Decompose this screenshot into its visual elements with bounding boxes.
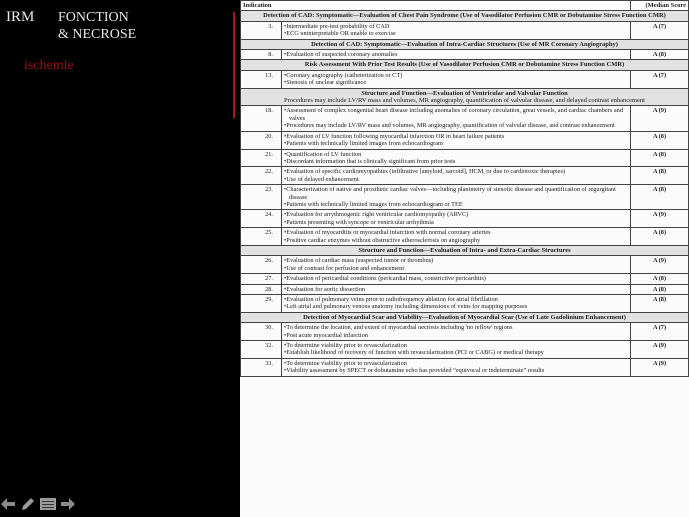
row-indication	[282, 131, 631, 149]
row-score: A (9)	[631, 256, 689, 274]
arrow-left-icon[interactable]	[0, 496, 16, 512]
table-row	[241, 323, 689, 341]
table-row	[241, 167, 689, 185]
table-row	[241, 284, 689, 294]
section-header-row	[241, 312, 689, 322]
indication-item: • To determine viability prior to revascularization	[284, 360, 628, 367]
row-score: A (8)	[631, 149, 689, 167]
header-indication: Indication	[241, 1, 631, 11]
table-row	[241, 274, 689, 284]
section-title: Detection of Myocardial Scar and Viability—Evaluation of Myocardial Scar (Use of Late Gadolinium Enhancement)	[303, 313, 626, 321]
section-title-cell	[241, 39, 689, 49]
table-row	[241, 295, 689, 313]
section-header-row	[241, 39, 689, 49]
slide-panel	[0, 0, 240, 517]
indication-item: • To determine the location, and extent of myocardial necrosis including 'no reflow' regions	[284, 324, 628, 331]
indication-item: • Intermediate pre-test probability of CAD	[284, 23, 628, 30]
row-indication	[282, 210, 631, 228]
slide-subtitle: ischemie	[24, 58, 74, 73]
section-header-row	[241, 88, 689, 106]
indication-item: • Evaluation of pulmonary veins prior to radiofrequency ablation for atrial fibrillation	[284, 296, 628, 303]
row-number: 24.	[241, 210, 282, 228]
appropriateness-table	[240, 0, 689, 377]
row-score: A (8)	[631, 228, 689, 246]
row-indication	[282, 106, 631, 131]
indication-item: • Evaluation of pericardial conditions (pericardial mass, constrictive pericarditis)	[284, 275, 628, 282]
red-divider-line	[233, 12, 235, 118]
slide-title-fonction	[58, 9, 136, 43]
table-row	[241, 50, 689, 60]
row-score: A (8)	[631, 295, 689, 313]
indication-item: • Quantification of LV function	[284, 151, 628, 158]
indication-item: • Procedures may include LV/RV mass and volumes, MR angiography, quantification of valvular disease, and contrast enhancement	[284, 122, 628, 129]
indication-item: • Evaluation of myocarditis or myocardial infarction with normal coronary arteries	[284, 229, 628, 236]
table-row	[241, 185, 689, 210]
section-title: Structure and Function—Evaluation of Ventricular and Valvular Function	[361, 89, 568, 97]
row-indication	[282, 274, 631, 284]
indication-item: • To determine viability prior to revascularization	[284, 342, 628, 349]
row-number: 23.	[241, 185, 282, 210]
row-number: 21.	[241, 149, 282, 167]
indication-item: • Evaluation of specific cardiomyopathies (infiltrative [amyloid, sarcoid], HCM, or due to cardiotoxic therapies)	[284, 168, 628, 175]
row-number: 25.	[241, 228, 282, 246]
row-score: A (9)	[631, 106, 689, 131]
row-number: 30.	[241, 323, 282, 341]
row-score: A (7)	[631, 323, 689, 341]
indication-item: • Characterization of native and prosthetic cardiac valves—including planimetry of stenotic disease and quantification of regurgitant disease	[284, 186, 628, 201]
indication-item: • Establish likelihood of recovery of function with revascularization (PCI or CABG) or medical therapy	[284, 349, 628, 356]
section-title: Detection of CAD: Symptomatic—Evaluation of Intra-Cardiac Structures (Use of MR Coronary Angiography)	[311, 40, 618, 48]
section-note: Procedures may include LV/RV mass and volumes, MR angiography, quantification of valvular disease, and delayed contrast enhancement	[284, 97, 645, 105]
row-score: A (8)	[631, 274, 689, 284]
row-number: 18.	[241, 106, 282, 131]
indication-item: • ECG uninterpretable OR unable to exercise	[284, 30, 628, 37]
indication-item: • Viability assessment by SPECT or dobutamine echo has provided “equivocal or indeterminate” results	[284, 367, 628, 374]
indication-item: • Use of contrast for perfusion and enhancement	[284, 265, 628, 272]
section-title: Detection of CAD: Symptomatic—Evaluation of Chest Pain Syndrome (Use of Vasodilator Perfusion CMR or Dobutamine Stress Function CMR)	[263, 12, 666, 20]
table-header-row	[241, 1, 689, 11]
pen-icon[interactable]	[20, 496, 36, 512]
row-score: A (7)	[631, 70, 689, 88]
indication-item: • Evaluation for aortic dissection	[284, 286, 628, 293]
row-score: A (8)	[631, 167, 689, 185]
arrow-right-icon[interactable]	[60, 496, 76, 512]
table-row	[241, 149, 689, 167]
row-score: A (9)	[631, 210, 689, 228]
row-number: 3.	[241, 21, 282, 39]
row-number: 33.	[241, 358, 282, 376]
row-number: 29.	[241, 295, 282, 313]
indication-item: • Patients with technically limited images from echocardiogram or TEE	[284, 201, 628, 208]
section-header-row	[241, 245, 689, 255]
indication-item: • Coronary angiography (catheterization or CT)	[284, 72, 628, 79]
row-number: 20.	[241, 131, 282, 149]
row-indication	[282, 167, 631, 185]
row-score: A (8)	[631, 284, 689, 294]
row-number: 28.	[241, 284, 282, 294]
row-indication	[282, 149, 631, 167]
indication-item: • Left atrial and pulmonary venous anatomy including dimensions of veins for mapping purposes	[284, 303, 628, 310]
indication-item: • Patients with technically limited images from echocardiogram	[284, 140, 628, 147]
row-indication	[282, 295, 631, 313]
row-number: 13.	[241, 70, 282, 88]
row-indication	[282, 228, 631, 246]
indication-item: • Post acute myocardial infarction	[284, 332, 628, 339]
section-title-cell	[241, 60, 689, 70]
slide-title-line2: & NECROSE	[58, 27, 137, 42]
table-body	[241, 11, 689, 376]
row-score: A (9)	[631, 341, 689, 359]
table-row	[241, 131, 689, 149]
section-title-cell	[241, 312, 689, 322]
row-indication	[282, 284, 631, 294]
row-indication	[282, 70, 631, 88]
indication-item: • Evaluation for arrythmogenic right ventricular cardiomyopathy (ARVC)	[284, 211, 628, 218]
row-number: 27.	[241, 274, 282, 284]
row-indication	[282, 50, 631, 60]
row-indication	[282, 21, 631, 39]
row-score: A (8)	[631, 131, 689, 149]
row-indication	[282, 341, 631, 359]
section-title-cell	[241, 88, 689, 106]
header-median-score: (Median Score	[631, 1, 689, 11]
table-row	[241, 256, 689, 274]
slide-title-line1: FONCTION	[58, 10, 129, 25]
table-row	[241, 341, 689, 359]
indication-item: • Evaluation of suspected coronary anomalies	[284, 51, 628, 58]
row-score: A (9)	[631, 358, 689, 376]
row-number: 8.	[241, 50, 282, 60]
table-row	[241, 106, 689, 131]
row-indication	[282, 358, 631, 376]
indication-item: • Use of delayed enhancement	[284, 176, 628, 183]
indication-item: • Evaluation of cardiac mass (suspected tumor or thrombus)	[284, 257, 628, 264]
row-score: A (7)	[631, 21, 689, 39]
indication-item: • Discordant information that is clinically significant from prior tests	[284, 158, 628, 165]
table-row	[241, 358, 689, 376]
section-header-row	[241, 11, 689, 21]
menu-icon[interactable]	[40, 496, 56, 512]
table-row	[241, 228, 689, 246]
indication-item: • Evaluation of LV function following myocardial infarction OR in heart failure patients	[284, 133, 628, 140]
row-indication	[282, 323, 631, 341]
criteria-document	[240, 0, 689, 517]
indication-item: • Assessment of complex congenital heart disease including anomalies of coronary circulation, great vessels, and cardiac chambers and valves	[284, 107, 628, 122]
section-title-cell	[241, 245, 689, 255]
indication-item: • Positive cardiac enzymes without obstructive atherosclerosis on angiography	[284, 237, 628, 244]
indication-item: • Stenosis of unclear significance	[284, 79, 628, 86]
slide-title-irm: IRM	[6, 9, 35, 25]
table-row	[241, 21, 689, 39]
section-title: Risk Assessment With Prior Test Results (Use of Vasodilator Perfusion CMR or Dobutamine Stress Function CMR)	[304, 61, 625, 69]
table-row	[241, 70, 689, 88]
row-number: 26.	[241, 256, 282, 274]
row-number: 22.	[241, 167, 282, 185]
indication-item: • Patients presenting with syncope or ventricular arrhythmia	[284, 219, 628, 226]
section-header-row	[241, 60, 689, 70]
row-indication	[282, 185, 631, 210]
slideshow-toolbar	[0, 496, 76, 512]
row-score: A (8)	[631, 185, 689, 210]
row-number: 32.	[241, 341, 282, 359]
section-title: Structure and Function—Evaluation of Intra- and Extra-Cardiac Structures	[358, 246, 571, 254]
row-score: A (8)	[631, 50, 689, 60]
row-indication	[282, 256, 631, 274]
table-row	[241, 210, 689, 228]
section-title-cell	[241, 11, 689, 21]
